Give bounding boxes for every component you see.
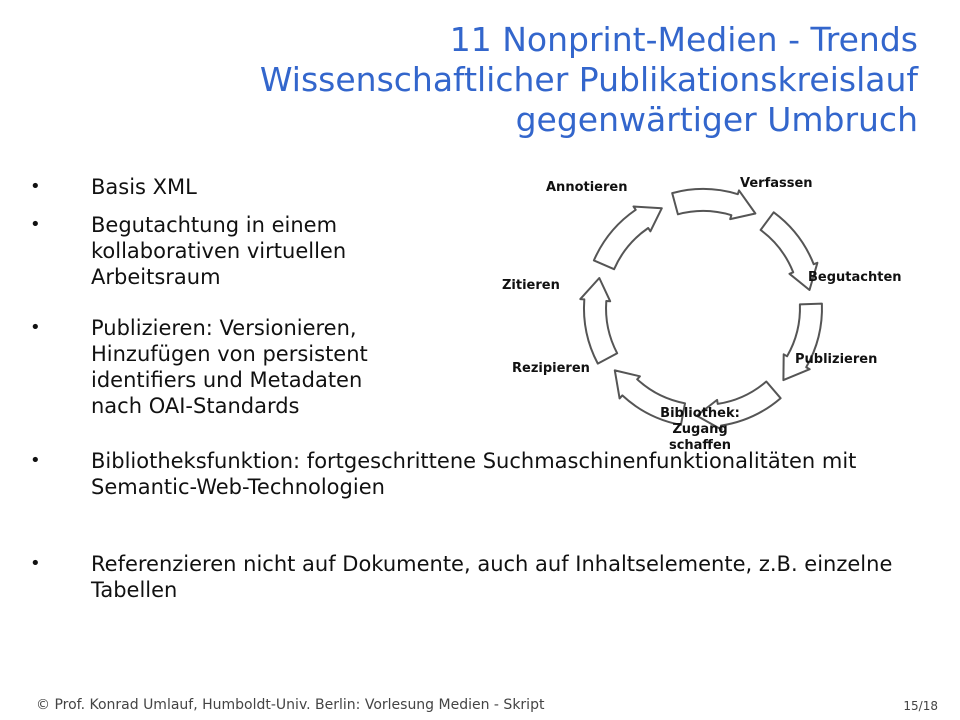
- cycle-arrow-zitieren: [580, 278, 617, 364]
- bullet-dot: •: [30, 450, 41, 471]
- title-line-3: gegenwärtiger Umbruch: [515, 100, 918, 139]
- bullet-dot: •: [30, 317, 41, 338]
- footer-copyright: © Prof. Konrad Umlauf, Humboldt-Univ. Berlin: Vorlesung Medien - Skript: [36, 697, 545, 713]
- stage-label-begutachten: Begutachten: [808, 270, 902, 285]
- bullet-text: Begutachtung in einem kollaborativen virtuellen Arbeitsraum: [91, 213, 347, 289]
- bullet-dot: •: [30, 176, 41, 197]
- bullet-text: Basis XML: [91, 175, 197, 199]
- stage-label-annotieren: Annotieren: [546, 180, 628, 195]
- page-number: 15/18: [903, 699, 938, 713]
- stage-label-publizieren: Publizieren: [795, 352, 878, 367]
- cycle-arrow-annotieren: [594, 207, 662, 270]
- cycle-arrow-publizieren: [783, 304, 822, 381]
- stage-label-verfassen: Verfassen: [740, 176, 813, 191]
- title-line-1: 11 Nonprint-Medien - Trends: [449, 20, 918, 59]
- stage-label-bibliothek: Bibliothek: Zugang schaffen: [660, 406, 740, 453]
- bullet-text: Bibliotheksfunktion: fortgeschrittene Suchmaschinenfunktionalitäten mit Semantic-Web-Technologien: [91, 449, 857, 499]
- slide-title: [218, 20, 918, 140]
- stage-label-rezipieren: Rezipieren: [512, 361, 590, 376]
- bullet-dot: •: [30, 214, 41, 235]
- publication-cycle-diagram: [490, 168, 930, 468]
- stage-label-zitieren: Zitieren: [502, 278, 560, 293]
- title-line-2: Wissenschaftlicher Publikationskreislauf: [259, 60, 918, 99]
- bullet-dot: •: [30, 553, 41, 574]
- cycle-arrow-verfassen: [672, 189, 755, 219]
- bullet-text: Referenzieren nicht auf Dokumente, auch auf Inhaltselemente, z.B. einzelne Tabellen: [91, 552, 893, 602]
- bullet-text: Publizieren: Versionieren, Hinzufügen von persistent identifiers und Metadaten nach OAI-Standards: [91, 316, 368, 418]
